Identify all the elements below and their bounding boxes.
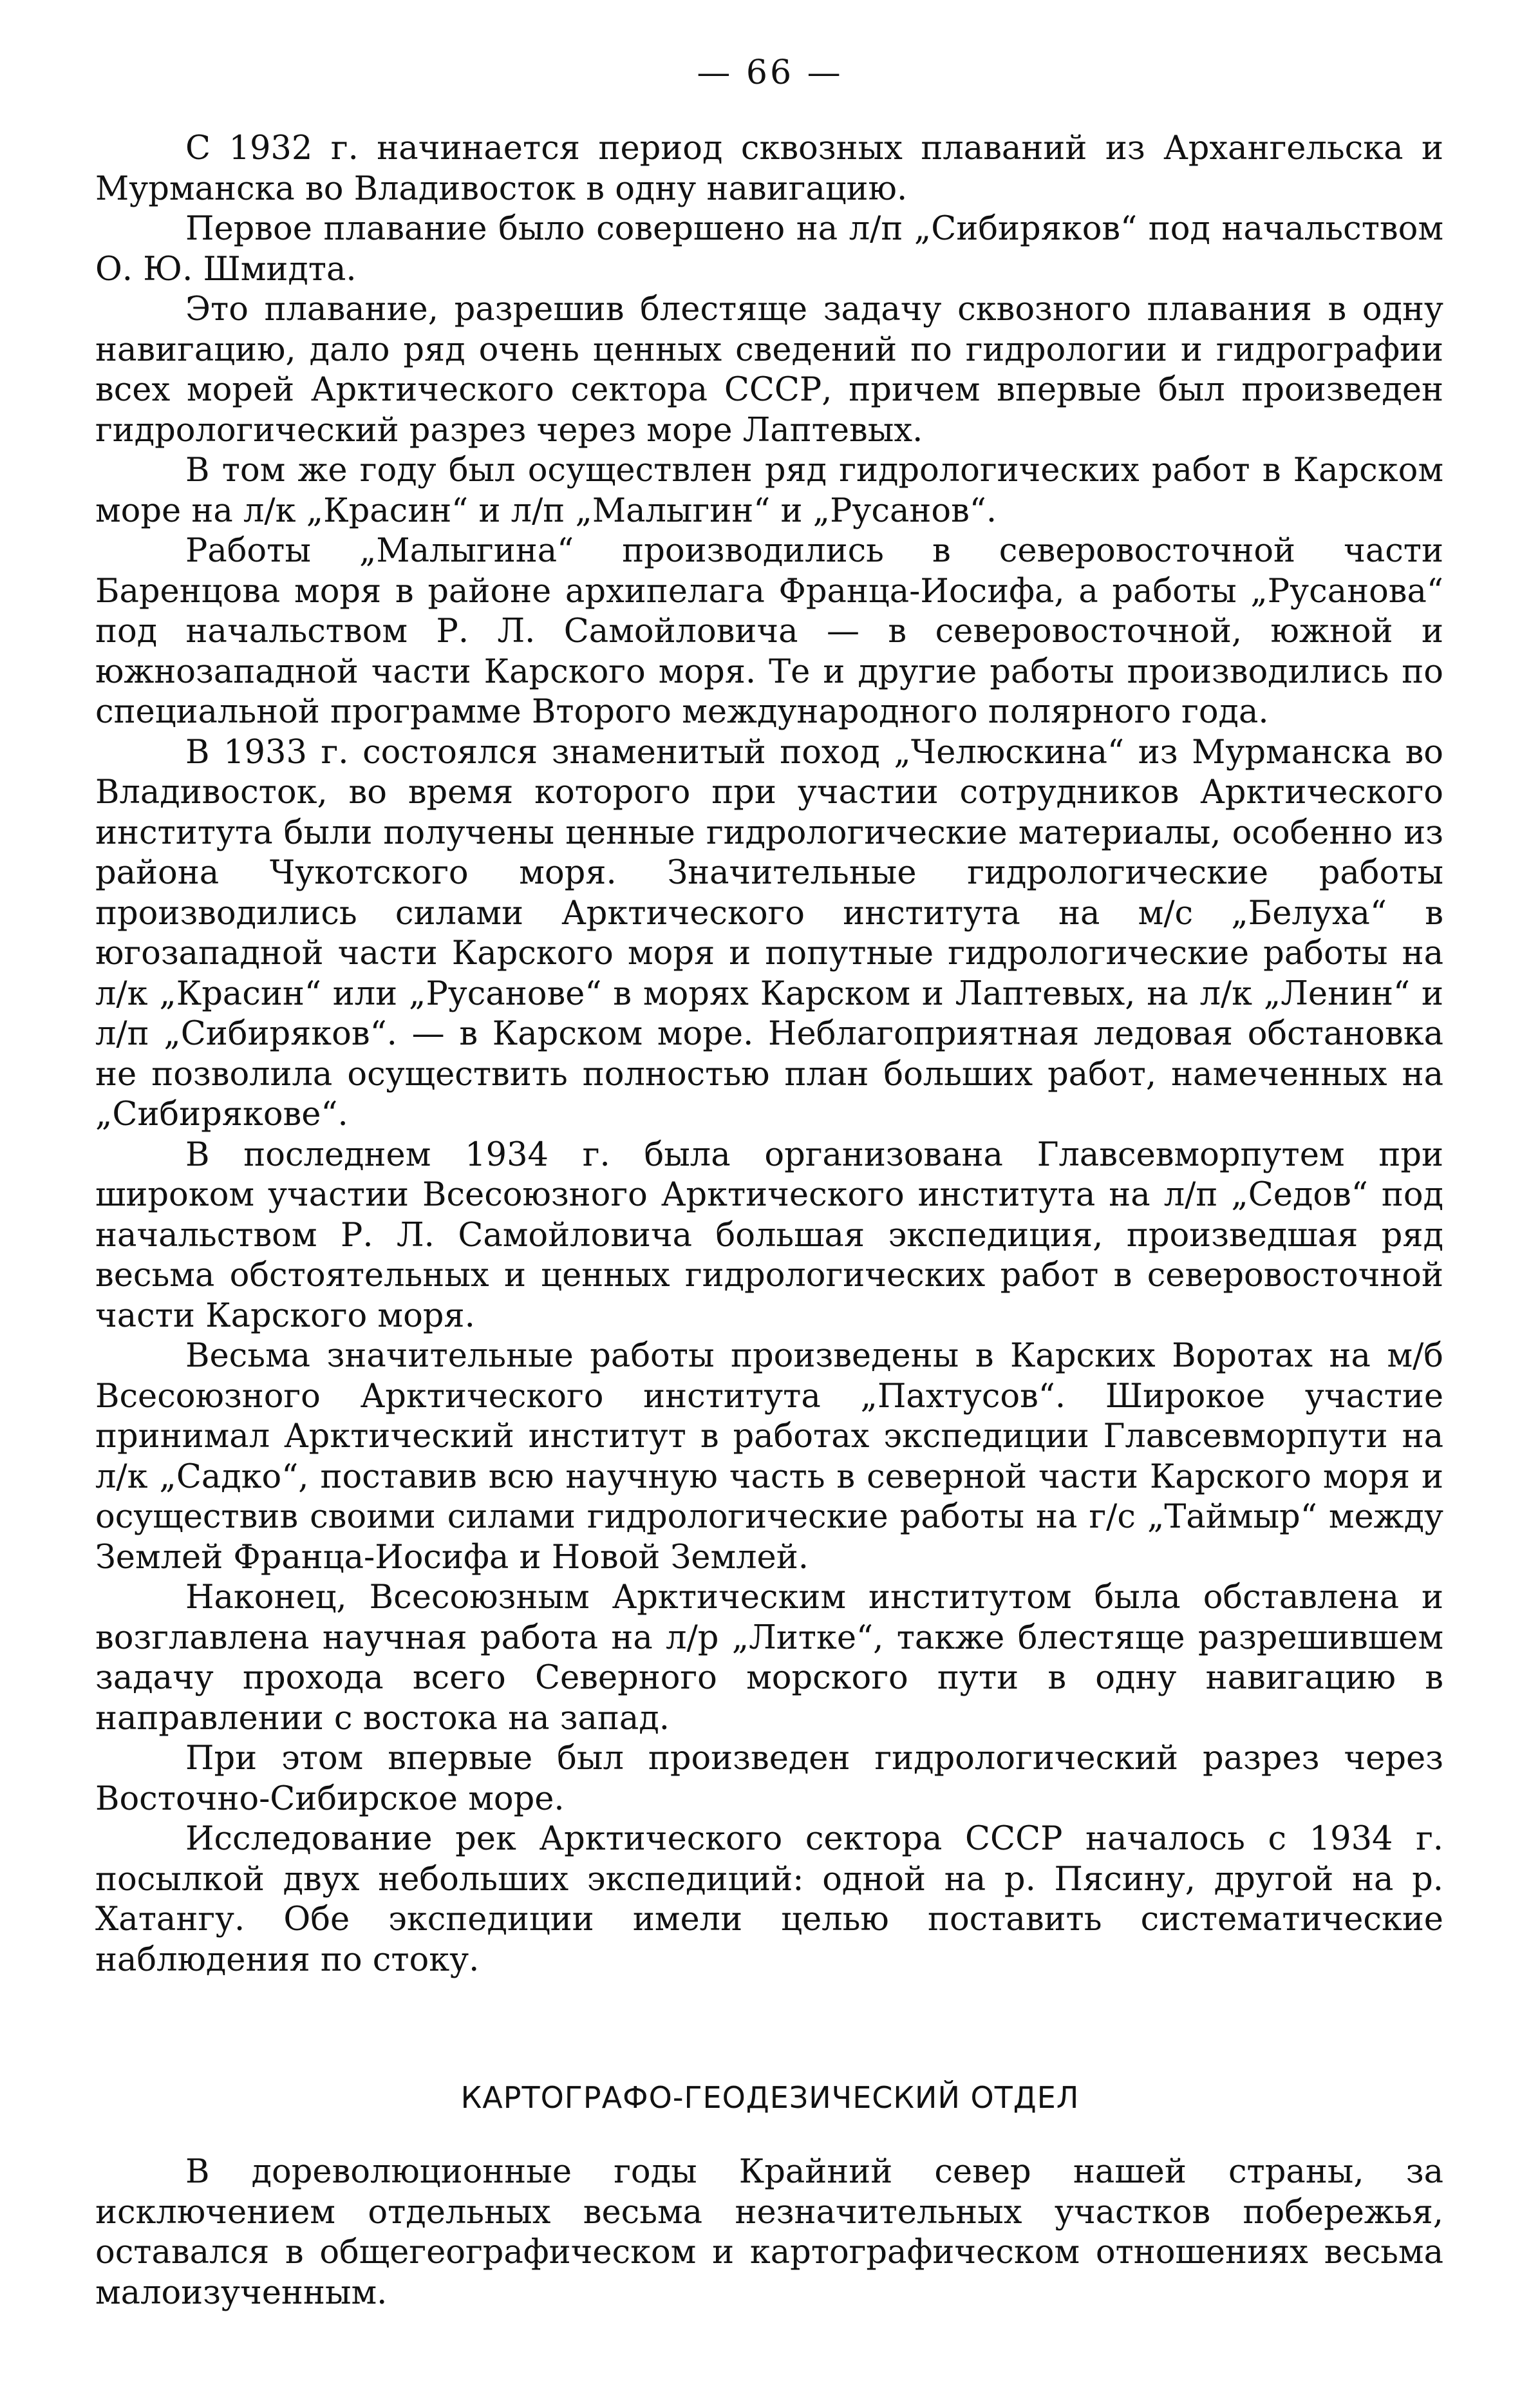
page-number: — 66 —: [697, 53, 843, 92]
paragraph-8: Весьма значительные работы произведены в Карских Воротах на м/б Всесоюзного Арктического института „Пахтусов“. Широкое участие принимал Арктический институт в работах экспедиции Главсевморпути на л/к „Садко“, поставив всю научную часть в северной части Карского моря и осуществив своими силами гидрологические работы на г/с „Таймыр“ между Землей Франца-Иосифа и Новой Землей.: [95, 1337, 1443, 1577]
section-text: [95, 2152, 1443, 2313]
paragraph-7: В последнем 1934 г. была организована Главсевморпутем при широком участии Всесоюзного Арктического института на л/п „Седов“ под начальством Р. Л. Самойловича большая экспедиция, произведшая ряд весьма обстоятельных и ценных гидрологических работ в северовосточной части Карского моря.: [95, 1135, 1443, 1335]
section-heading: КАРТОГРАФО-ГЕОДЕЗИЧЕСКИЙ ОТДЕЛ: [460, 2080, 1080, 2115]
paragraph-3: Это плавание, разрешив блестяще задачу сквозного плавания в одну навигацию, дало ряд очень ценных сведений по гидрологии и гидрографии всех морей Арктического сектора СССР, причем впервые был произведен гидрологический разрез через море Лаптевых.: [95, 290, 1443, 450]
section-paragraph: В дореволюционные годы Крайний север нашей страны, за исключением отдельных весьма незначительных участков побережья, оставался в общегеографическом и картографическом отношениях весьма малоизученным.: [95, 2153, 1443, 2312]
paragraph-4: В том же году был осуществлен ряд гидрологических работ в Карском море на л/к „Красин“ и л/п „Малыгин“ и „Русанов“.: [95, 451, 1443, 530]
paragraph-5: Работы „Малыгина“ производились в северовосточной части Баренцова моря в районе архипелага Франца-Иосифа, а работы „Русанова“ под начальством Р. Л. Самойловича — в северовосточной, южной и южнозападной части Карского моря. Те и другие работы производились по специальной программе Второго международного полярного года.: [95, 532, 1443, 731]
paragraph-9: Наконец, Всесоюзным Арктическим институтом была обставлена и возглавлена научная работа на л/р „Литке“, также блестяще разрешившем задачу прохода всего Северного морского пути в одну навигацию в направлении с востока на запад.: [95, 1578, 1443, 1738]
paragraph-11: Исследование рек Арктического сектора СССР началось с 1934 г. посылкой двух небольших экспедиций: одной на р. Пясину, другой на р. Хатангу. Обе экспедиции имели целью поставить систематические наблюдения по стоку.: [95, 1820, 1443, 1979]
paragraph-2: Первое плавание было совершено на л/п „Сибиряков“ под начальством О. Ю. Шмидта.: [95, 210, 1443, 289]
main-text: [95, 129, 1443, 1980]
paragraph-10: При этом впервые был произведен гидрологический разрез через Восточно-Сибирское море.: [95, 1739, 1443, 1818]
paragraph-1: С 1932 г. начинается период сквозных плаваний из Архангельска и Мурманска во Владивосток в одну навигацию.: [95, 129, 1443, 208]
paragraph-6: В 1933 г. состоялся знаменитый поход „Челюскина“ из Мурманска во Владивосток, во время которого при участии сотрудников Арктического института были получены ценные гидрологические материалы, особенно из района Чукотского моря. Значительные гидрологические работы производились силами Арктического института на м/с „Белуха“ в югозападной части Карского моря и попутные гидрологические работы на л/к „Красин“ или „Русанове“ в морях Карском и Лаптевых, на л/к „Ленин“ и л/п „Сибиряков“. — в Карском море. Неблагоприятная ледовая обстановка не позволила осуществить полностью план больших работ, намеченных на „Сибирякове“.: [95, 733, 1443, 1133]
